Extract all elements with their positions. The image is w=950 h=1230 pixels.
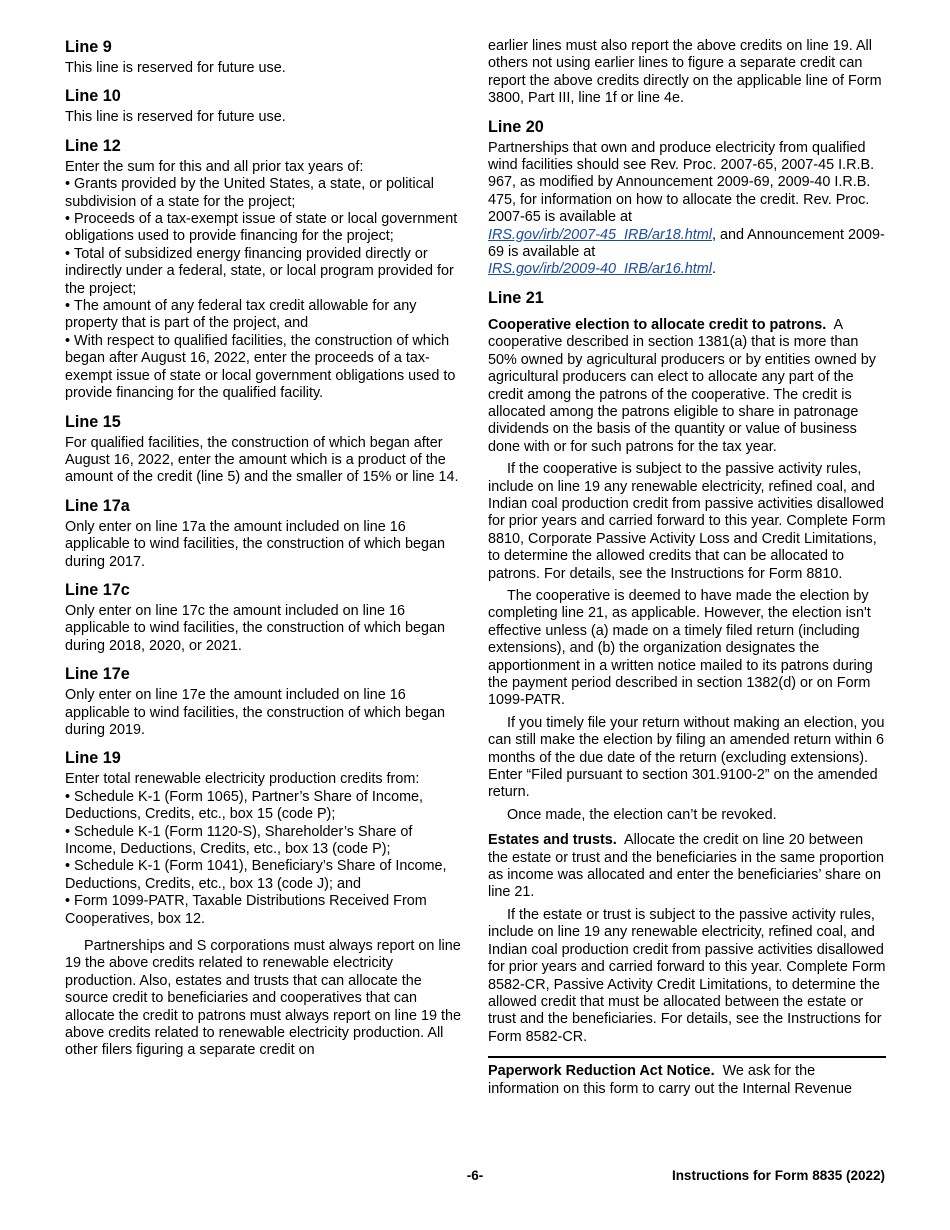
line19-section (65, 749, 463, 1060)
paperwork-text: We ask for the information on this form to carry out the Internal Revenue (488, 1063, 852, 1097)
line12-bullet: • The amount of any federal tax credit allowable for any property that is part of the project, and (65, 298, 463, 333)
line17e-section (65, 665, 463, 739)
line20-section (488, 118, 886, 279)
line12-bullet: • With respect to qualified facilities, the construction of which began after August 16, 2022, enter the proceeds of a tax-exempt issue of state or local government obligations used to provide financing for the qualified facility. (65, 333, 463, 403)
line10-section (65, 87, 463, 126)
line19-bullet: • Schedule K-1 (Form 1065), Partner’s Share of Income, Deductions, Credits, etc., box 15 (code P); (65, 789, 463, 824)
line19-bullet: • Form 1099-PATR, Taxable Distributions Received From Cooperatives, box 12. (65, 893, 463, 928)
line17e-heading: Line 17e (65, 665, 130, 684)
cooperative-paragraph (488, 317, 886, 456)
cooperative-run-in-heading: Cooperative election to allocate credit to patrons. (488, 316, 827, 333)
right-column (488, 38, 886, 1098)
cooperative-text: A cooperative described in section 1381(a) that is more than 50% owned by agricultural producers or by entities owned by agricultural producers can elect to allocate any part of the credit among the patrons of the cooperative. The credit is allocated among the patrons eligible to share in patronage dividends on the basis of the quantity or value of business done with or for such patrons for the tax year. (488, 316, 876, 455)
estates-run-in-heading: Estates and trusts. (488, 832, 617, 849)
line12-bullet: • Total of subsidized energy financing provided directly or indirectly under a federal, state, or local program provided for the project; (65, 246, 463, 298)
line20-text-part: Partnerships that own and produce electricity from qualified wind facilities should see Rev. Proc. 2007-65, 2007-45 I.R.B. 967, as modified by Announcement 2009-69, 2009-40 I.R.B. 475, for information on how to allocate the credit. Rev. Proc. 2007-65 is available at (488, 139, 875, 226)
line17c-section (65, 581, 463, 655)
line17a-section (65, 497, 463, 571)
line20-text (488, 140, 886, 279)
rev-proc-link[interactable]: IRS.gov/irb/2007-45_IRB/ar18.html (488, 226, 712, 243)
page-footer (65, 1168, 885, 1188)
line17a-text: Only enter on line 17a the amount included on line 16 applicable to wind facilities, the construction of which began during 2017. (65, 518, 445, 570)
left-column (65, 38, 463, 1070)
line21-paragraph: If you timely file your return without making an election, you can still make the election by filing an amended return within 6 months of the due date of the return (excluding extensions). Enter “Filed pursuant to section 301.9100-2” on the amended return. (488, 714, 885, 801)
line12-bullet: • Grants provided by the United States, a state, or political subdivision of a state for the project; (65, 176, 463, 211)
line9-section (65, 38, 463, 77)
line10-text: This line is reserved for future use. (65, 109, 286, 126)
line10-heading: Line 10 (65, 87, 121, 106)
page-number: -6- (466, 1168, 484, 1183)
line17c-text: Only enter on line 17c the amount included on line 16 applicable to wind facilities, the construction of which began during 2018, 2020, or 2021. (65, 602, 445, 654)
line17e-text: Only enter on line 17e the amount included on line 16 applicable to wind facilities, the construction of which began during 2019. (65, 687, 445, 738)
line21-paragraph: If the estate or trust is subject to the passive activity rules, include on line 19 any renewable electricity, refined coal, and Indian coal production credit from passive activities disallowed for prior years and carried forward to this year. Complete Form 8582-CR, Passive Activity Credit Limitations, to determine the allowed credit that must be allocated between the estate or trust and the beneficiaries. For details, see the Instructions for Form 8582-CR. (488, 906, 886, 1045)
line20-heading: Line 20 (488, 117, 544, 136)
announcement-link[interactable]: IRS.gov/irb/2009-40_IRB/ar16.html (488, 261, 712, 278)
footer-title: Instructions for Form 8835 (2022) (671, 1168, 885, 1183)
line19-heading: Line 19 (65, 749, 121, 768)
line12-intro: Enter the sum for this and all prior tax years of: (65, 158, 364, 175)
line19-continued-text: earlier lines must also report the above credits on line 19. All others not using earlier lines to figure a separate credit can report the above credits directly on the applicable line of Form 3800, Part III, line 1f or line 4e. (488, 38, 882, 107)
paperwork-notice (488, 1056, 886, 1098)
line9-text: This line is reserved for future use. (65, 60, 286, 76)
line19-bullet: • Schedule K-1 (Form 1041), Beneficiary’s Share of Income, Deductions, Credits, etc., box 13 (code J); and (65, 858, 463, 893)
line21-paragraph: Once made, the election can’t be revoked. (507, 806, 777, 823)
line21-paragraph: The cooperative is deemed to have made the election by completing line 21, as applicable. However, the election isn't effective unless (a) made on a timely filed return (including extensions), and (b) the organization designates the apportionment in a written notice mailed to its patrons during the payment period described in section 1382(d) or on Form 1099-PATR. (488, 587, 873, 709)
line20-text-part: , and Announcement 2009-69 is available at (488, 226, 885, 261)
line17a-heading: Line 17a (65, 496, 130, 515)
line12-section (65, 137, 463, 403)
line21-paragraph: If the cooperative is subject to the passive activity rules, include on line 19 any renewable electricity, refined coal, and Indian coal production credit from passive activities disallowed for prior years and carried forward to this year. Complete Form 8810, Corporate Passive Activity Loss and Credit Limitations, to determine the allowed credits that can be allocated to patrons. For details, see the Instructions for Form 8810. (488, 461, 886, 582)
line21-section (488, 289, 886, 1046)
line15-text: For qualified facilities, the construction of which began after August 16, 2022, enter the amount which is a product of the amount of the credit (line 5) and the smaller of 15% or line 14. (65, 434, 459, 486)
estates-text: Allocate the credit on line 20 between the estate or trust and the beneficiaries in the same proportion as income was allocated and enter the beneficiaries’ share on line 21. (488, 832, 884, 901)
line12-heading: Line 12 (65, 136, 121, 155)
line21-heading: Line 21 (488, 288, 544, 307)
paperwork-heading: Paperwork Reduction Act Notice. (488, 1063, 715, 1080)
line17c-heading: Line 17c (65, 580, 130, 599)
line15-heading: Line 15 (65, 412, 121, 431)
line9-heading: Line 9 (65, 38, 112, 56)
line12-bullet: • Proceeds of a tax-exempt issue of state or local government obligations used to provide financing for the project; (65, 211, 463, 246)
estates-paragraph (488, 832, 886, 902)
line19-paragraph: Partnerships and S corporations must always report on line 19 the above credits related to renewable electricity production. Also, estates and trusts that can allocate the source credit to beneficiaries and cooperatives that can allocate the credit to patrons must always report on line 19 the above credits related to renewable electricity production. All other filers figuring a separate credit on (65, 938, 461, 1059)
paperwork-paragraph (488, 1063, 886, 1098)
line20-text-part: . (711, 261, 716, 278)
line19-continued (488, 38, 886, 108)
line19-intro: Enter total renewable electricity production credits from: (65, 771, 420, 788)
line19-bullet: • Schedule K-1 (Form 1120-S), Shareholder’s Share of Income, Deductions, Credits, etc., box 13 (code P); (65, 824, 463, 859)
line15-section (65, 413, 463, 487)
